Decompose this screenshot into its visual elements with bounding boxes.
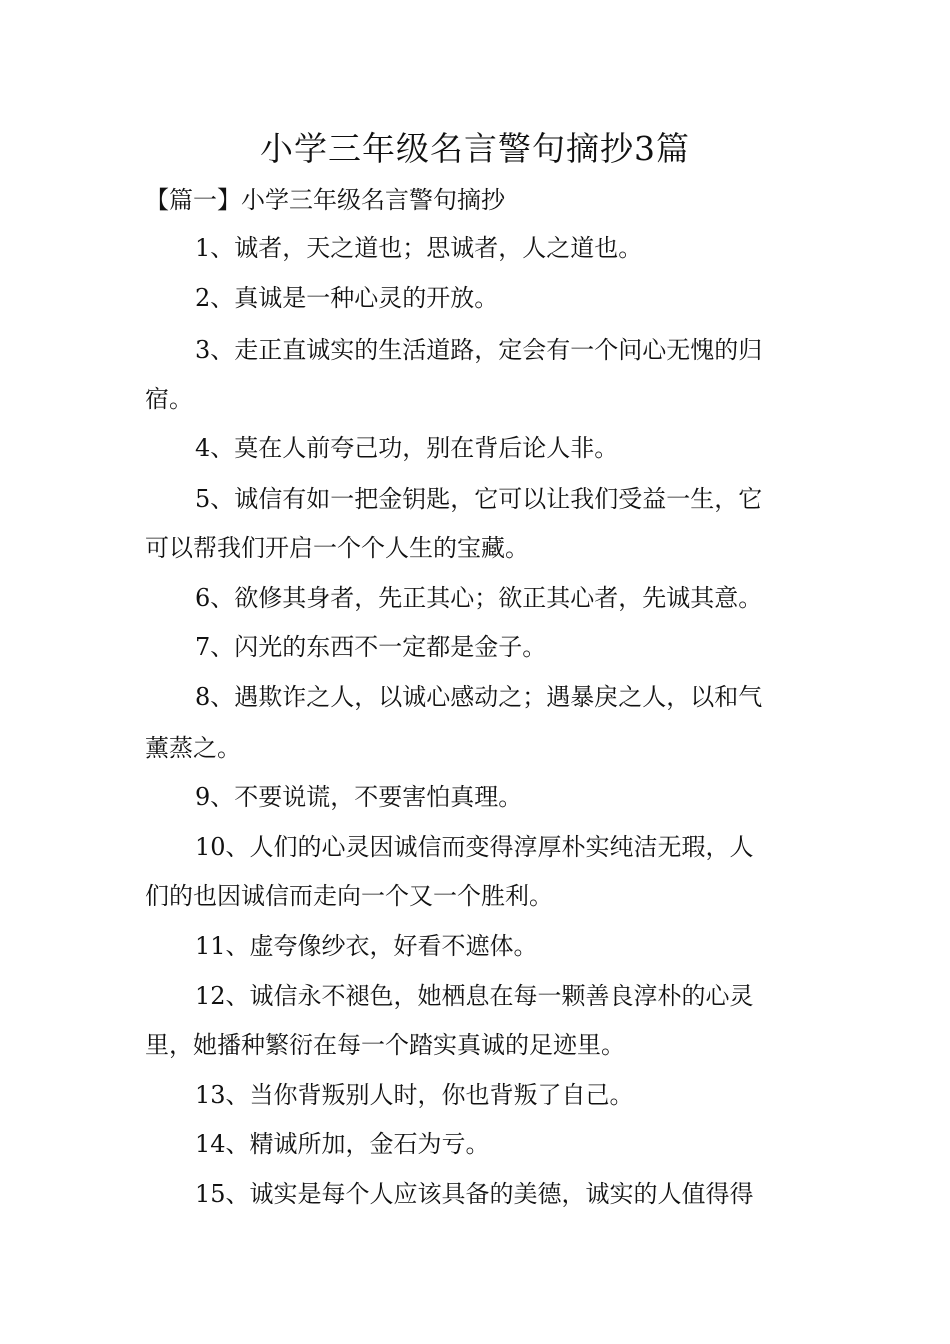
quote-line-continuation: 们的也因诚信而走向一个又一个胜利。 <box>145 882 553 910</box>
document-title: 小学三年级名言警句摘抄3篇 <box>260 129 690 168</box>
quote-line: 6、欲修其身者，先正其心；欲正其心者，先诚其意。 <box>195 584 763 612</box>
quote-line: 11、虚夸像纱衣，好看不遮体。 <box>195 932 538 960</box>
quote-line: 12、诚信永不褪色，她栖息在每一颗善良淳朴的心灵 <box>195 982 754 1010</box>
quote-line: 2、真诚是一种心灵的开放。 <box>195 284 499 312</box>
quote-line: 8、遇欺诈之人，以诚心感动之；遇暴戾之人，以和气 <box>195 683 763 711</box>
quote-line: 1、诚者，天之道也；思诚者，人之道也。 <box>195 234 643 262</box>
quote-line: 9、不要说谎，不要害怕真理。 <box>195 783 523 811</box>
quote-line-continuation: 薰蒸之。 <box>145 734 241 762</box>
quote-line: 7、闪光的东西不一定都是金子。 <box>195 633 547 661</box>
quote-line-continuation: 可以帮我们开启一个个人生的宝藏。 <box>145 534 529 562</box>
quote-line: 4、莫在人前夸己功，别在背后论人非。 <box>195 434 619 462</box>
section-heading: 【篇一】小学三年级名言警句摘抄 <box>145 186 505 214</box>
quote-line-continuation: 宿。 <box>145 385 193 413</box>
quote-line-continuation: 里，她播种繁衍在每一个踏实真诚的足迹里。 <box>145 1031 625 1059</box>
quote-line: 5、诚信有如一把金钥匙，它可以让我们受益一生，它 <box>195 485 763 513</box>
quote-line: 15、诚实是每个人应该具备的美德，诚实的人值得得 <box>195 1180 754 1208</box>
quote-line: 3、走正直诚实的生活道路，定会有一个问心无愧的归 <box>195 336 763 364</box>
quote-line: 14、精诚所加，金石为亏。 <box>195 1130 490 1158</box>
quote-line: 13、当你背叛别人时，你也背叛了自己。 <box>195 1081 634 1109</box>
quote-line: 10、人们的心灵因诚信而变得淳厚朴实纯洁无瑕，人 <box>195 833 754 861</box>
